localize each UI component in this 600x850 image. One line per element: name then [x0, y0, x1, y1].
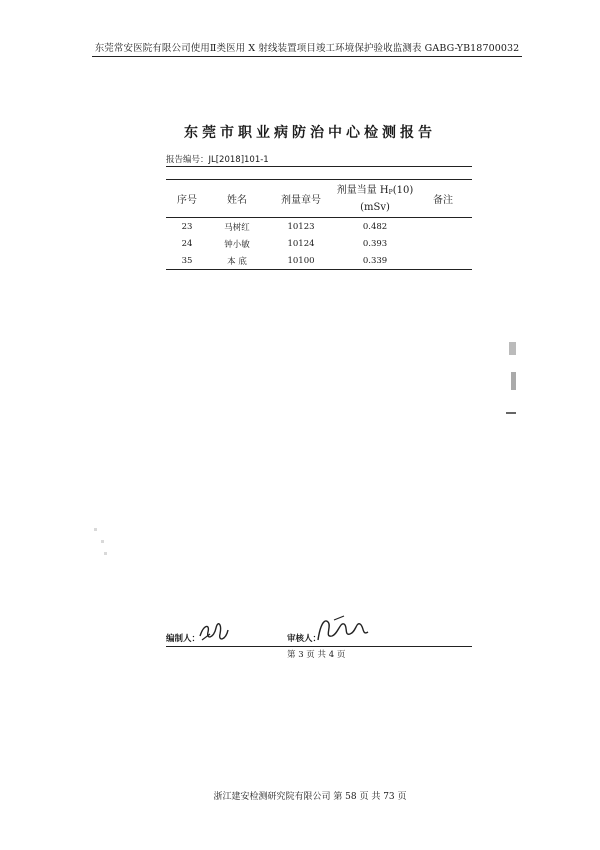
table-header-row — [166, 180, 472, 218]
compiler-signature — [196, 618, 232, 646]
cell-remark — [414, 218, 472, 236]
col-dose-subscript: P — [388, 188, 393, 196]
col-name: 姓名 — [227, 195, 247, 206]
table-row — [166, 218, 472, 236]
cell-badge: 10124 — [287, 238, 315, 249]
header-rule — [92, 56, 522, 57]
cell-badge: 10100 — [287, 255, 315, 266]
scan-artifact — [104, 552, 107, 555]
cell-name: 钟小敏 — [224, 239, 250, 250]
col-dose — [336, 180, 414, 218]
cell-remark — [414, 252, 472, 270]
report-title: 东莞市职业病防治中心检测报告 — [184, 125, 436, 141]
scan-artifact — [101, 540, 104, 543]
report-page-count: 第 3 页 共 4 页 — [287, 650, 346, 660]
scan-artifact — [94, 528, 97, 531]
report-number-rule — [166, 166, 472, 167]
cell-badge: 10123 — [287, 221, 315, 232]
col-dose-paren: (10) — [392, 184, 414, 196]
scan-artifact — [506, 412, 516, 414]
col-seq: 序号 — [177, 195, 197, 206]
running-footer: 浙江建安检测研究院有限公司 第 58 页 共 73 页 — [213, 792, 407, 802]
col-badge: 剂量章号 — [281, 195, 321, 206]
compiler-label: 编制人： — [166, 634, 201, 644]
table-row — [166, 252, 472, 270]
cell-dose: 0.393 — [362, 238, 388, 249]
cell-dose: 0.339 — [362, 255, 388, 266]
cell-dose: 0.482 — [362, 221, 388, 232]
report-number: 报告编号：JL[2018]101-1 — [166, 155, 269, 165]
scan-artifact — [511, 372, 516, 390]
col-remark: 备注 — [433, 195, 453, 206]
running-header: 东莞常安医院有限公司使用Ⅱ类医用 X 射线装置项目竣工环境保护验收监测表 GABG-YB18700032 — [94, 43, 520, 54]
dose-results-table — [166, 179, 472, 270]
cell-remark — [414, 235, 472, 252]
reviewer-label: 审核人： — [287, 634, 322, 644]
col-dose-label: 剂量当量 H — [336, 184, 389, 196]
cell-seq: 35 — [181, 255, 193, 266]
table-row — [166, 235, 472, 252]
cell-name: 马树红 — [224, 222, 250, 233]
reviewer-signature — [314, 614, 372, 644]
signature-rule — [166, 646, 472, 647]
cell-name: 本 底 — [227, 256, 247, 267]
cell-seq: 24 — [181, 238, 193, 249]
col-dose-unit: (mSv) — [360, 201, 390, 213]
scan-artifact — [509, 342, 516, 355]
cell-seq: 23 — [181, 221, 193, 232]
